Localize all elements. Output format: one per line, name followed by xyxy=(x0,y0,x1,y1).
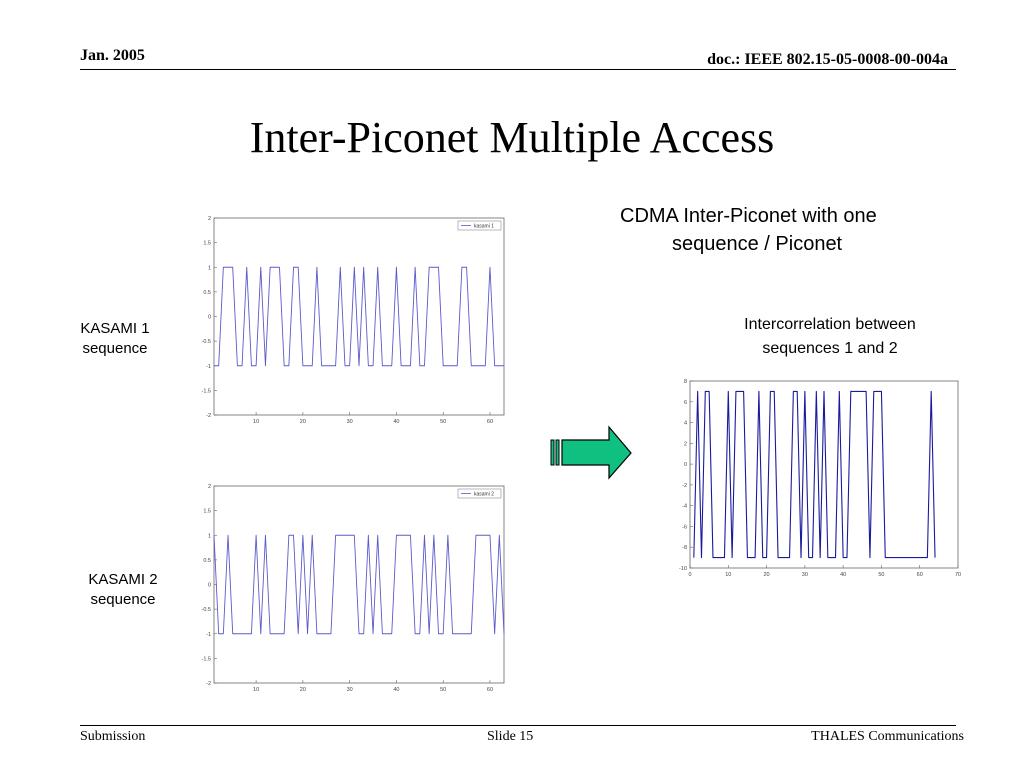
y-tick-label: -8 xyxy=(682,545,687,552)
kasami-1-label-line-2: sequence xyxy=(82,340,148,357)
x-tick-label: 60 xyxy=(486,687,494,693)
kasami-1-label-line-1: KASAMI 1 xyxy=(80,320,150,337)
y-tick-label: -2 xyxy=(206,681,211,687)
y-tick-label: 1 xyxy=(207,265,211,272)
x-tick-label: 50 xyxy=(878,572,885,578)
cdma-caption-line-1: CDMA Inter-Piconet with one xyxy=(620,205,877,227)
x-tick-label: 20 xyxy=(763,572,770,578)
kasami-1-label xyxy=(60,319,170,359)
y-tick-label: 1.5 xyxy=(203,508,211,515)
footer-slide-number: Slide 15 xyxy=(487,729,534,744)
kasami-1-plot xyxy=(196,212,508,432)
y-tick-label: 0 xyxy=(207,314,211,321)
y-tick-label: 0 xyxy=(683,462,687,469)
y-tick-label: -2 xyxy=(682,482,687,489)
x-tick-label: 70 xyxy=(954,572,962,578)
y-tick-label: -6 xyxy=(682,524,687,531)
kasami-2-label-line-2: sequence xyxy=(90,591,156,608)
y-tick-label: -4 xyxy=(682,503,687,510)
y-tick-label: 0.5 xyxy=(203,289,211,296)
x-tick-label: 50 xyxy=(440,687,447,693)
cdma-caption-line-2: sequence / Piconet xyxy=(672,233,843,255)
x-tick-label: 0 xyxy=(688,572,692,578)
x-tick-label: 40 xyxy=(393,687,400,693)
header-date: Jan. 2005 xyxy=(80,47,145,64)
cdma-caption xyxy=(620,202,1000,258)
x-tick-label: 10 xyxy=(253,687,260,693)
y-tick-label: 2 xyxy=(207,216,211,222)
y-tick-label: 6 xyxy=(683,399,687,406)
y-tick-label: -0.5 xyxy=(201,339,211,346)
kasami-1-chart xyxy=(196,212,508,432)
y-tick-label: -1.5 xyxy=(201,656,211,663)
y-tick-label: 1 xyxy=(207,533,211,540)
kasami-2-label-line-1: KASAMI 2 xyxy=(88,571,158,588)
y-tick-label: 0 xyxy=(207,582,211,589)
y-tick-label: 2 xyxy=(207,484,211,490)
y-tick-label: -1 xyxy=(206,363,211,370)
slide-title: Inter-Piconet Multiple Access xyxy=(249,113,775,162)
x-tick-label: 40 xyxy=(393,419,400,425)
x-tick-label: 30 xyxy=(346,419,353,425)
y-tick-label: -1.5 xyxy=(201,388,211,395)
right-arrow-icon xyxy=(549,425,635,486)
kasami-2-plot xyxy=(196,480,508,696)
intercorrelation-caption-line-2: sequences 1 and 2 xyxy=(762,340,898,357)
x-tick-label: 60 xyxy=(486,419,494,425)
x-tick-label: 30 xyxy=(346,687,353,693)
y-tick-label: 2 xyxy=(683,441,687,448)
kasami-2-chart xyxy=(196,480,508,696)
plot-area xyxy=(214,218,504,415)
y-tick-label: 1.5 xyxy=(203,240,211,247)
y-tick-label: 4 xyxy=(683,420,687,427)
header-rule xyxy=(80,69,956,70)
y-tick-label: -2 xyxy=(206,413,211,419)
legend-label: kasami 1 xyxy=(474,223,495,230)
y-tick-label: 8 xyxy=(683,379,687,385)
intercorrelation-chart xyxy=(670,376,970,580)
y-tick-label: 0.5 xyxy=(203,557,211,564)
intercorrelation-caption-line-1: Intercorrelation between xyxy=(744,316,916,333)
x-tick-label: 10 xyxy=(253,419,260,425)
x-tick-label: 50 xyxy=(440,419,447,425)
y-tick-label: -10 xyxy=(679,566,687,572)
x-tick-label: 10 xyxy=(725,572,732,578)
x-tick-label: 20 xyxy=(299,419,306,425)
x-tick-label: 30 xyxy=(801,572,808,578)
legend-label: kasami 2 xyxy=(474,491,495,498)
x-tick-label: 40 xyxy=(840,572,847,578)
footer-submission: Submission xyxy=(80,729,146,744)
plot-area xyxy=(214,486,504,683)
footer-organization: THALES Communications xyxy=(811,729,964,744)
x-tick-label: 20 xyxy=(299,687,306,693)
footer-rule xyxy=(80,725,956,726)
intercorrelation-caption xyxy=(690,313,970,361)
header-doc-id: doc.: IEEE 802.15-05-0008-00-004a xyxy=(707,51,948,68)
intercorrelation-plot xyxy=(670,376,970,580)
kasami-2-label xyxy=(68,570,178,610)
x-tick-label: 60 xyxy=(916,572,923,578)
y-tick-label: -0.5 xyxy=(201,607,211,614)
y-tick-label: -1 xyxy=(206,631,211,638)
